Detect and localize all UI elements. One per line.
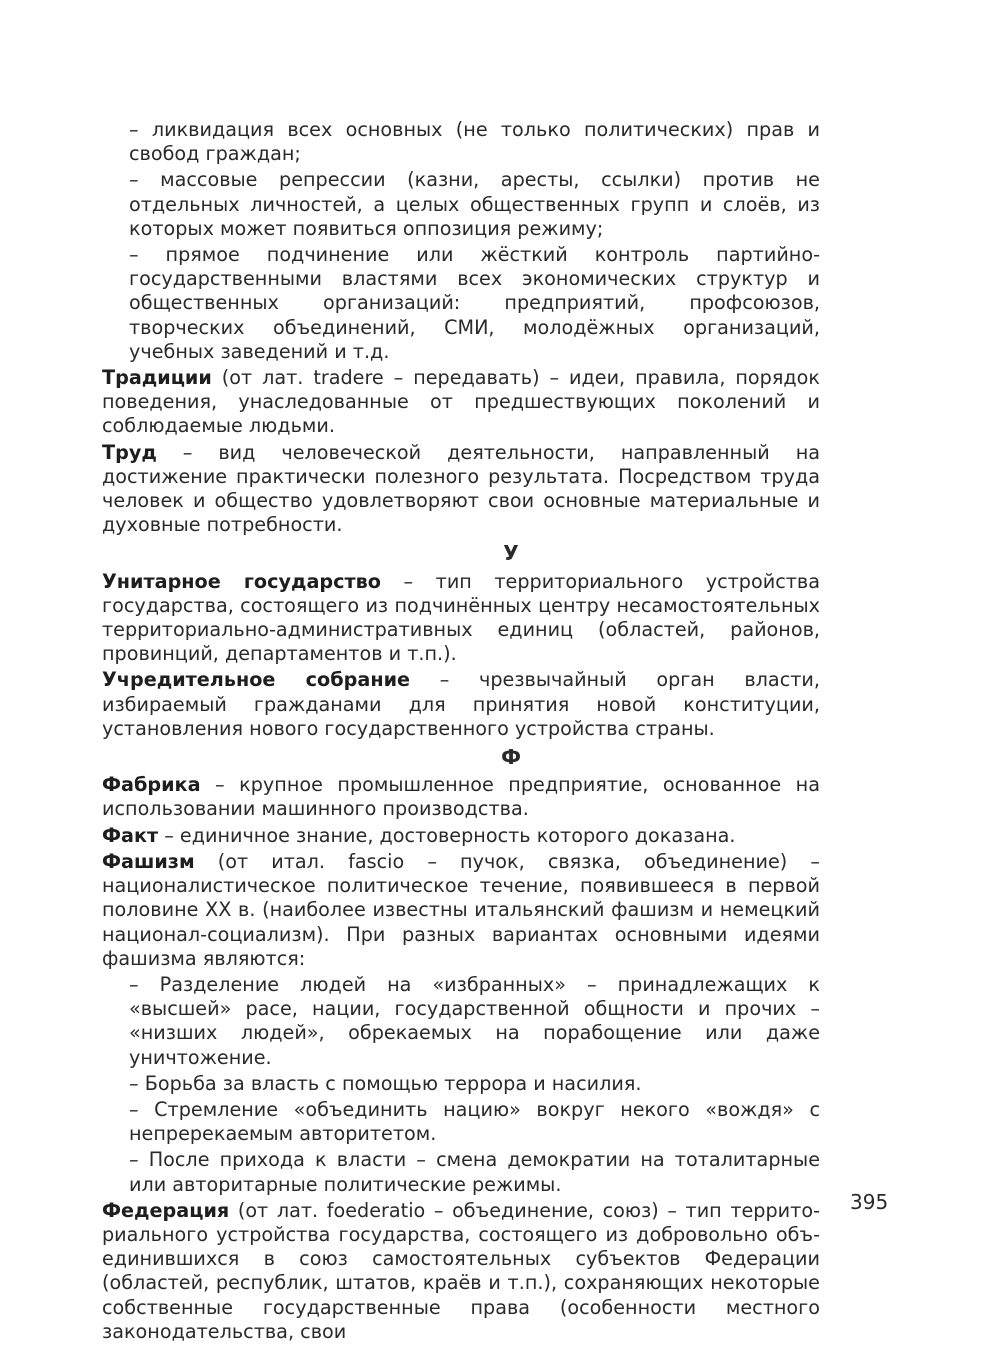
- definition: – крупное промышленное предприятие, основанное на использовании машинного производства.: [102, 773, 820, 821]
- list-item: – прямое подчинение или жёсткий контроль партийно-государственными властями всех экономических структур и общественных организаций: предприятий, профсоюзов, творческих объединений, СМИ, молодёжных организаций, учебных заведений и т.д.: [129, 243, 820, 363]
- entry-fascism: [102, 850, 820, 971]
- definition: – тип территориального устройства государства, состоящего из подчинённых центру несамостоятельных территориально-административных единиц (областей, районов, провинций, департаментов и т.п.).: [102, 569, 820, 666]
- term: Факт: [102, 823, 159, 847]
- page-body: [102, 118, 820, 1346]
- entry-fact: [102, 824, 820, 848]
- definition: (от итал. fascio – пучок, связка, объединение) – националистическое политическое течение, появившееся в первой половине XX в. (наиболее известны итальянский фашизм и немецкий национал-социализм). При разных вариантах основными идеями фашизма являются:: [102, 849, 820, 970]
- list-item: – Разделение людей на «избранных» – принадлежащих к «высшей» расе, нации, государственной общности и прочих – «низших людей», обрекаемых на порабощение или даже уничтожение.: [129, 972, 820, 1069]
- definition: (от лат. tradere – передавать) – идеи, правила, порядок поведения, унаследованные от предшествующих поколений и соблюдаемые людьми.: [102, 366, 820, 438]
- list-item: – Стремление «объединить нацию» вокруг некого «вождя» с непререкаемым авторитетом.: [129, 1097, 820, 1146]
- term: Унитарное государство: [102, 569, 381, 593]
- section-letter-f: Ф: [501, 745, 521, 770]
- entry-federation: [102, 1199, 820, 1344]
- definition: – вид человеческой деятельности, направленный на достижение практически полезного результата. Посредством труда человек и общество удовлетворяют свои основные материальные и духовные потребности.: [102, 440, 820, 537]
- term: Труд: [102, 440, 157, 464]
- term: Традиции: [102, 366, 212, 390]
- entry-labor: [102, 441, 820, 538]
- term: Федерация: [102, 1198, 230, 1222]
- list-item: – массовые репрессии (казни, аресты, ссылки) против не отдельных личностей, а целых общественных групп и слоёв, из которых может появиться оппозиция режиму;: [129, 168, 820, 240]
- term: Учредительное собрание: [102, 668, 411, 692]
- term: Фабрика: [102, 773, 201, 797]
- definition: – чрезвычайный орган власти, избираемый гражданами для принятия новой конституции, установления нового государственного устройства страны.: [102, 668, 820, 740]
- entry-traditions: [102, 366, 820, 439]
- term: Фашизм: [102, 849, 195, 873]
- definition: – единичное знание, достоверность которого доказана.: [158, 823, 736, 847]
- list-item: – Борьба за власть с помощью террора и насилия.: [129, 1071, 642, 1095]
- list-item: – После прихода к власти – смена демократии на тоталитарные или авторитарные политические режимы.: [129, 1148, 820, 1196]
- entry-unitary-state: [102, 570, 820, 667]
- page-number: 395: [850, 1190, 889, 1214]
- entry-factory: [102, 773, 820, 821]
- entry-constituent-assembly: [102, 668, 820, 741]
- definition: (от лат. foederatio – объединение, союз) – тип территориального устройства государства, состоящего из добровольно объединившихся в союз самостоятельных субъектов Федерации (областей, республик, штатов, краёв и т.п.), сохраняющих некоторые собственные государственные права (особенности местного законодательства, свои: [102, 1198, 820, 1343]
- section-letter-u: У: [503, 541, 519, 566]
- list-item: – ликвидация всех основных (не только политических) прав и свобод граждан;: [129, 118, 820, 166]
